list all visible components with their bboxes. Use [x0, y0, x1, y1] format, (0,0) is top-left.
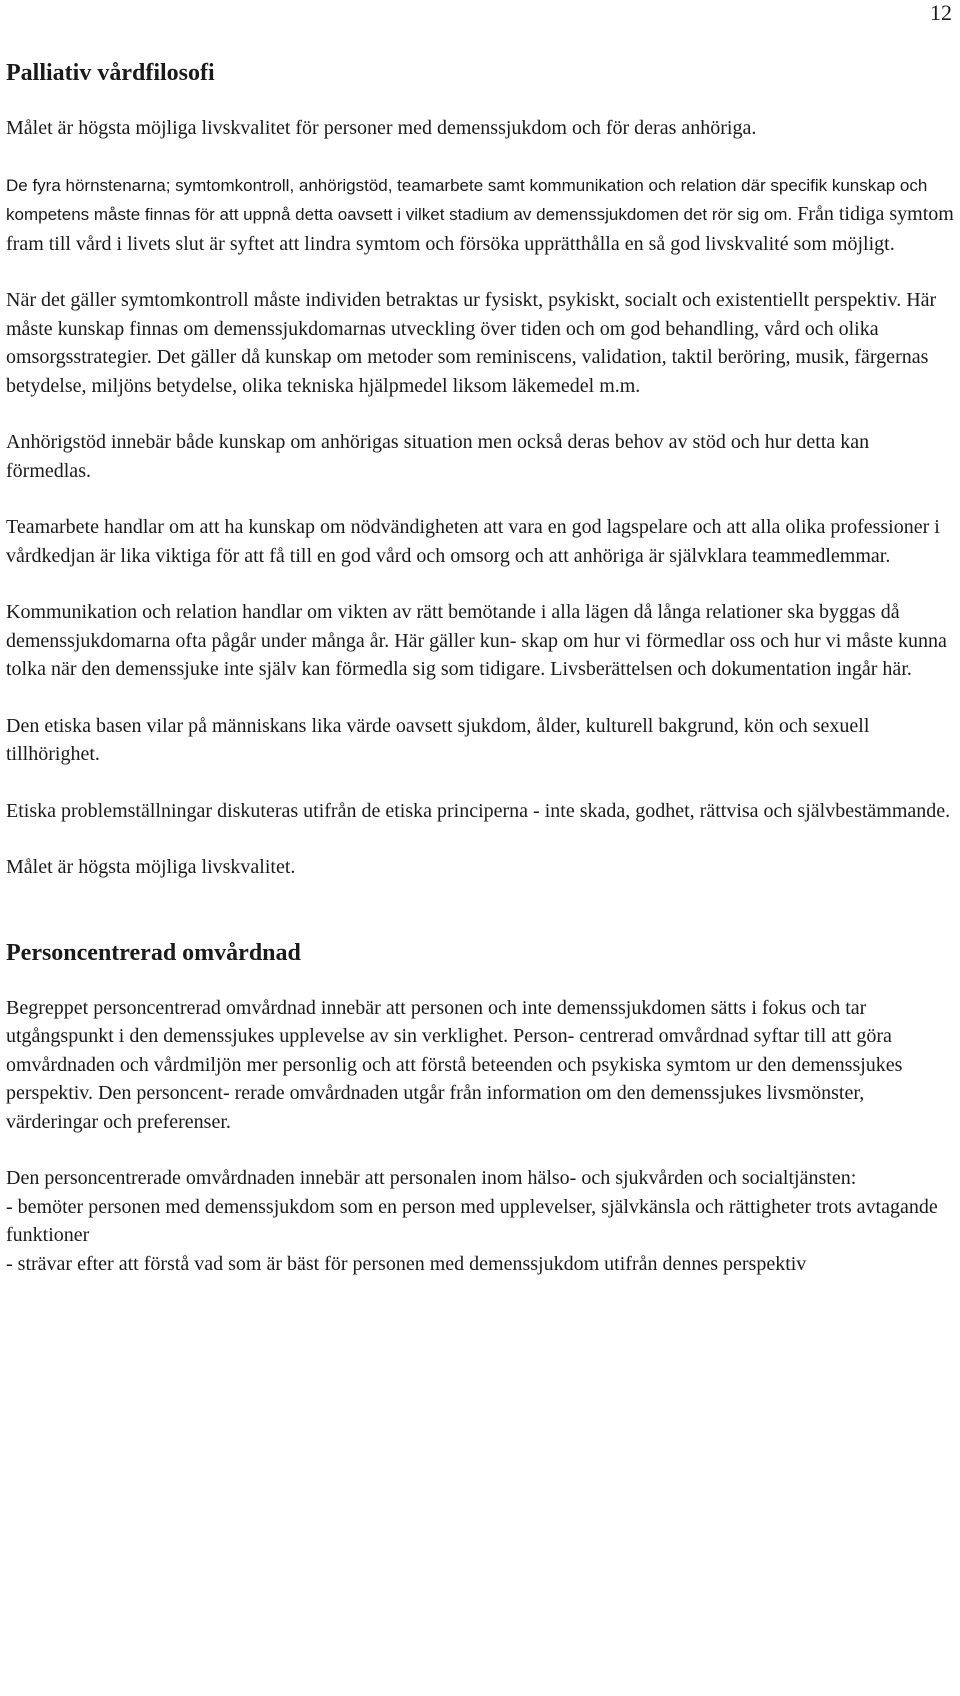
page-number: 12 [930, 0, 952, 25]
list-item: - strävar efter att förstå vad som är bäst för personen med demenssjukdom utifrån dennes perspektiv [6, 1252, 807, 1275]
section-heading-person-centred-care: Personcentrerad omvårdnad [6, 939, 301, 966]
ethics-problems-paragraph: Etiska problemställningar diskuteras utifrån de etiska principerna - inte skada, godhet, rättvisa och självbestämmande. [6, 799, 951, 822]
document-body [6, 58, 956, 1278]
staff-intro-paragraph: Den personcentrerade omvårdnaden innebär att personalen inom hälso- och sjukvården och socialtjänsten: [6, 1167, 857, 1189]
symptom-control-paragraph: När det gäller symtomkontroll måste individen betraktas ur fysiskt, psykiskt, socialt och existentiellt perspektiv. Här måste kunskap finnas om demenssjukdomarnas utveckling över tiden och om god behandling, vård och olika omsorgsstrategier. Det gäller då kunskap om metoder som reminiscens, validation, taktil beröring, musik, färgernas betydelse, miljöns betydelse, olika tekniska hjälpmedel liksom läkemedel m.m. [6, 289, 937, 397]
intro-paragraph: Målet är högsta möjliga livskvalitet för personer med demenssjukdom och för deras anhöriga. [6, 117, 757, 139]
cornerstones-text-serif: Från tidiga symtom fram till vård i livets slut är syftet att lindra symtom och försöka upprätthålla en så god livskvalité som möjligt. [6, 203, 954, 255]
goal-paragraph: Målet är högsta möjliga livskvalitet. [6, 856, 296, 878]
teamwork-paragraph: Teamarbete handlar om att ha kunskap om nödvändigheten att vara en god lagspelare och att alla olika professioner i vårdkedjan är lika viktiga för att få till en god vård och omsorg och att anhöriga är självklara teammedlemmar. [6, 516, 940, 567]
communication-paragraph: Kommunikation och relation handlar om vikten av rätt bemötande i alla lägen då långa relationer ska byggas då demenssjukdomarna ofta pågår under många år. Här gäller kun- skap om hur vi förmedlar oss och hur vi måste kunna tolka när den demenssjuke inte själv kan förmedla sig som tidigare. Livsberättelsen och dokumentation ingår här. [6, 601, 947, 680]
cornerstones-text-sans: De fyra hörnstenarna; symtomkontroll, anhörigstöd, teamarbete samt kommunikation och relation där specifik kunskap och kompetens måste finnas för att uppnå detta oavsett i vilket stadium av demenssjukdomen det rör sig om. [6, 175, 928, 224]
section-heading-palliative-care: Palliativ vårdfilosofi [6, 60, 215, 86]
relative-support-paragraph: Anhörigstöd innebär både kunskap om anhörigas situation men också deras behov av stöd och hur detta kan förmedlas. [6, 431, 870, 482]
cornerstones-paragraph [6, 171, 956, 259]
ethics-base-paragraph: Den etiska basen vilar på människans lika värde oavsett sjukdom, ålder, kulturell bakgrund, kön och sexuell tillhörighet. [6, 714, 870, 765]
concept-paragraph: Begreppet personcentrerad omvårdnad innebär att personen och inte demenssjukdomen sätts i fokus och tar utgångspunkt i den demenssjukes upplevelse av sin verklighet. Person- centrerad omvårdnad syftar till att göra omvårdnaden och vårdmiljön mer personlig och att förstå beteenden och psykiska symtom ur den demenssjukes perspektiv. Den personcent- rerade omvårdnaden utgår från information om den demenssjukes livsmönster, värderingar och preferenser. [6, 996, 903, 1133]
list-item: - bemöter personen med demenssjukdom som en person med upplevelser, självkänsla och rättigheter trots avtagande funktioner [6, 1195, 938, 1246]
